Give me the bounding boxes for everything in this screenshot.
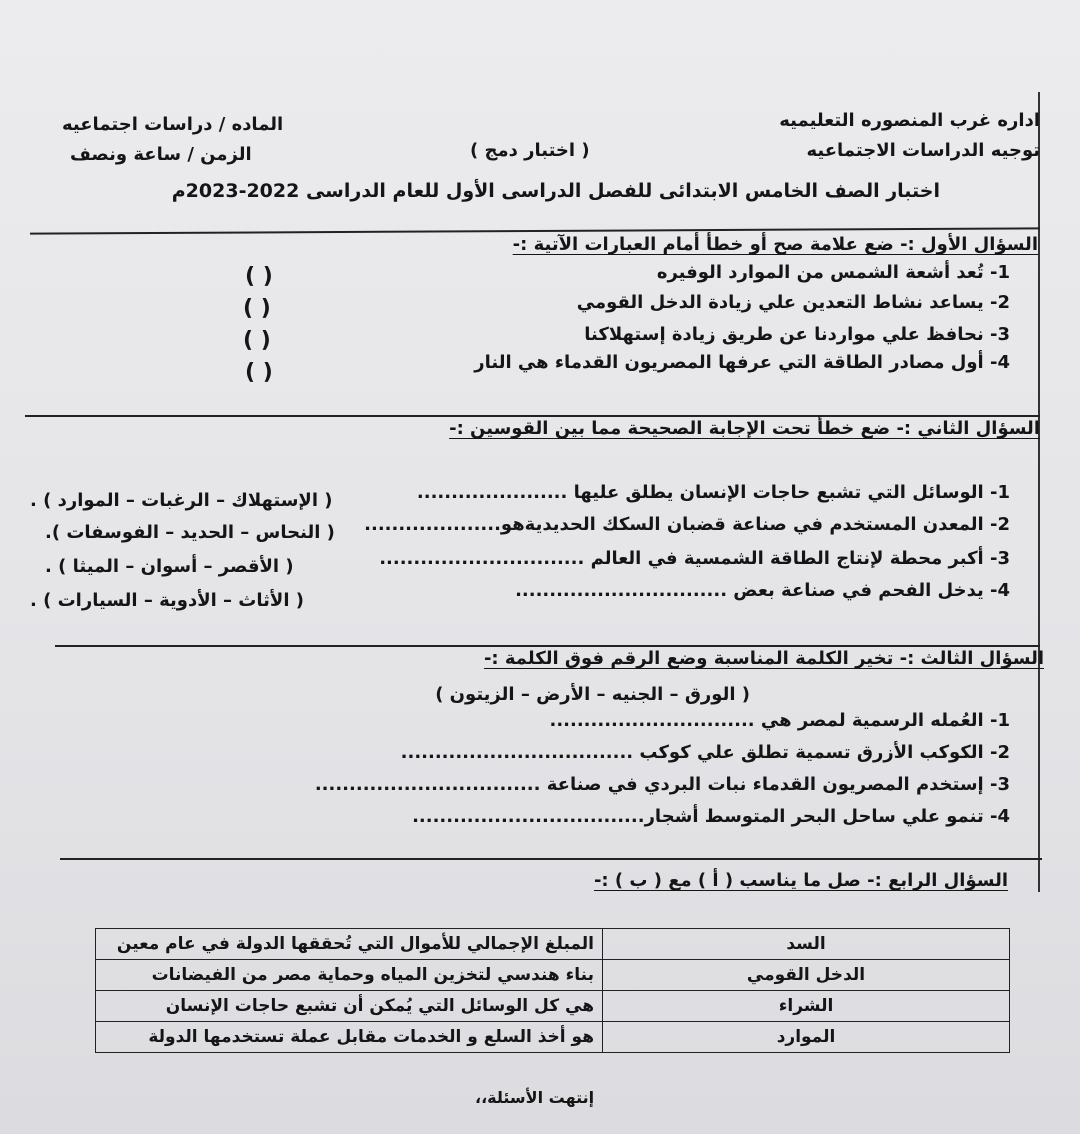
- q2-options: ( الإستهلاك – الرغبات – الموارد ) .: [30, 490, 333, 511]
- q2-options: ( الأقصر – أسوان – الميثا ) .: [45, 556, 294, 577]
- exam-type: ( اختبار دمج ): [470, 140, 590, 161]
- q1-heading: السؤال الأول :- ضع علامة صح أو خطأ أمام العبارات الآتية :-: [512, 234, 1038, 255]
- exam-title: اختبار الصف الخامس الابتدائى للفصل الدراسى الأول للعام الدراسى 2022-2023م: [171, 180, 940, 202]
- q3-item: 1- العُمله الرسمية لمصر هي ..............................: [549, 710, 1010, 731]
- answer-bracket[interactable]: ( ): [245, 360, 273, 385]
- answer-bracket[interactable]: ( ): [245, 264, 273, 289]
- subject: الماده / دراسات اجتماعيه: [62, 114, 284, 135]
- time: الزمن / ساعة ونصف: [70, 144, 252, 165]
- supervision: توجيه الدراسات الاجتماعيه: [806, 140, 1040, 161]
- q1-item: 3- نحافظ علي مواردنا عن طريق زيادة إستهلاكنا: [584, 324, 1010, 345]
- q2-item: 2- المعدن المستخدم في صناعة قضبان السكك الحديديةهو....................: [364, 514, 1010, 535]
- q3-item: 3- إستخدم المصريون القدماء نبات البردي في صناعة .................................: [314, 774, 1010, 795]
- divider: [60, 858, 1042, 860]
- q1-item: 2- يساعد نشاط التعدين علي زيادة الدخل القومي: [576, 292, 1010, 313]
- term-cell: الدخل القومي: [603, 960, 1010, 991]
- term-cell: السد: [603, 929, 1010, 960]
- q2-item: 3- أكبر محطة لإنتاج الطاقة الشمسية في العالم ..............................: [379, 548, 1010, 569]
- q3-item: 2- الكوكب الأزرق تسمية تطلق علي كوكب ..................................: [400, 742, 1010, 763]
- answer-bracket[interactable]: ( ): [243, 328, 271, 353]
- table-row: [96, 1022, 1010, 1053]
- answer-bracket[interactable]: ( ): [243, 296, 271, 321]
- q1-item: 4- أول مصادر الطاقة التي عرفها المصريون القدماء هي النار: [474, 352, 1010, 373]
- q2-options: ( الأثاث – الأدوية – السيارات ) .: [30, 590, 304, 611]
- q3-options: ( الورق – الجنيه – الأرض – الزيتون ): [435, 684, 750, 705]
- page-border: [1038, 92, 1040, 892]
- table-row: [96, 960, 1010, 991]
- q3-heading: السؤال الثالث :- تخير الكلمة المناسبة وضع الرقم فوق الكلمة :-: [483, 648, 1044, 669]
- q3-item: 4- تنمو علي ساحل البحر المتوسط أشجار..................................: [412, 806, 1010, 827]
- term-cell: الشراء: [603, 991, 1010, 1022]
- term-cell: الموارد: [603, 1022, 1010, 1053]
- q2-heading: السؤال الثاني :- ضع خطأ تحت الإجابة الصحيحة مما بين القوسين :-: [449, 418, 1040, 439]
- definition-cell: المبلغ الإجمالي للأموال التي تُحققها الدولة في عام معين: [96, 929, 603, 960]
- matching-table: [95, 928, 1010, 1053]
- q2-item: 4- يدخل الفحم في صناعة بعض ...............................: [515, 580, 1010, 601]
- table-row: [96, 991, 1010, 1022]
- definition-cell: بناء هندسي لتخزين المياه وحماية مصر من الفيضانات: [96, 960, 603, 991]
- end-note: إنتهت الأسئلة،،: [475, 1088, 595, 1107]
- q2-item: 1- الوسائل التي تشبع حاجات الإنسان يطلق عليها ......................: [416, 482, 1010, 503]
- definition-cell: هو أخذ السلع و الخدمات مقابل عملة تستخدمها الدولة: [96, 1022, 603, 1053]
- table-row: [96, 929, 1010, 960]
- q2-options: ( النحاس – الحديد – الفوسفات ).: [45, 522, 335, 543]
- divider: [25, 415, 1040, 417]
- divider: [55, 645, 1040, 647]
- q4-heading: السؤال الرابع :- صل ما يناسب ( أ ) مع ( ب ) :-: [593, 870, 1008, 891]
- directorate: اداره غرب المنصوره التعليميه: [779, 110, 1040, 131]
- q1-item: 1- تُعد أشعة الشمس من الموارد الوفيره: [656, 262, 1010, 283]
- definition-cell: هي كل الوسائل التي يُمكن أن تشبع حاجات الإنسان: [96, 991, 603, 1022]
